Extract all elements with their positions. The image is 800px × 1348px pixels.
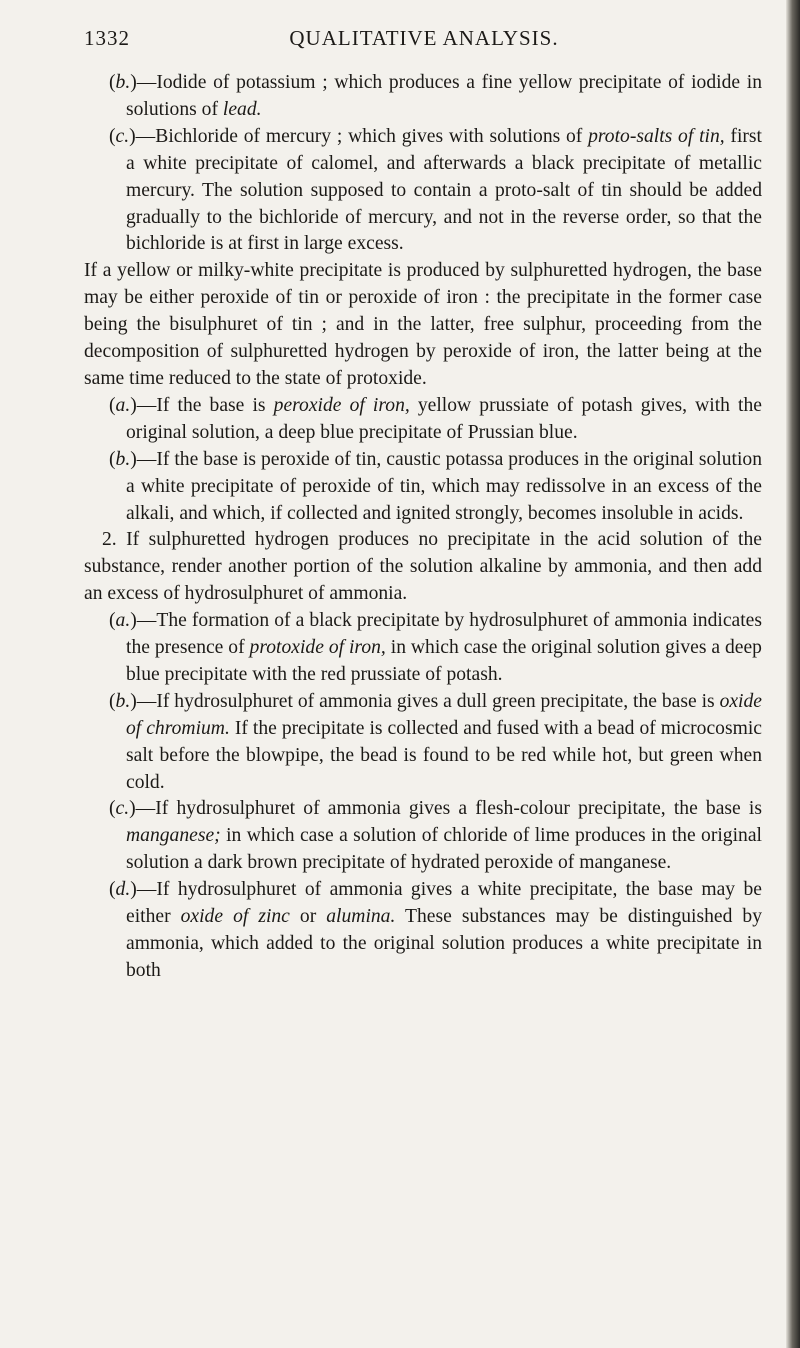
- page-number: 1332: [84, 26, 130, 50]
- italic-text: manganese;: [126, 825, 221, 847]
- page-edge: [786, 0, 800, 1348]
- italic-text: peroxide of iron,: [273, 394, 410, 416]
- italic-text: c.: [115, 125, 130, 147]
- italic-text: protoxide of iron,: [249, 637, 386, 659]
- italic-text: oxide of chromium.: [126, 690, 762, 739]
- text-run: )—Iodide of potassium ; which produces a fine yellow precipitate of iodide in solutions of: [126, 72, 762, 120]
- paragraph-peroxide-iron: [84, 393, 762, 447]
- italic-text: proto-salts of tin,: [588, 125, 725, 147]
- text-run: If a yellow or milky-white precipitate is produced by sulphuretted hydrogen, the base may be either peroxide of tin or peroxide of iron : the precipitate in the former case being the bisulphuret of tin ; and in the latter, free sulphur, proceeding from the decomposition of sulphuretted hydrogen by peroxide of iron, the latter being at the same time reduced to the state of protoxide.: [84, 260, 762, 389]
- running-head: QUALITATIVE ANALYSIS.: [289, 26, 559, 50]
- text-run: or: [289, 906, 327, 928]
- italic-text: alumina.: [326, 906, 396, 928]
- text-run: in which case a solution of chloride of lime produces in the original solution a dark brown precipitate of hydrated peroxide of manganese.: [126, 825, 762, 874]
- page-header: [84, 26, 764, 60]
- paragraph-manganese: [84, 796, 762, 877]
- text-run: (: [109, 610, 116, 632]
- text-run: )—If the base is: [130, 394, 274, 416]
- text-run: yellow prussiate of potash gives, with the original solution, a deep blue precipitate of Prussian blue.: [126, 394, 762, 443]
- paragraph-bichloride-mercury: [84, 124, 762, 259]
- text-run: (: [109, 798, 116, 820]
- paragraph-no-precipitate: [84, 527, 762, 608]
- text-run: )—If the base is peroxide of tin, caustic potassa produces in the original solution a white precipitate of peroxide of tin, which may redissolve in an excess of the alkali, and which, if collected and ignited strongly, becomes insoluble in acids.: [126, 448, 762, 524]
- text-run: These substances may be distinguished by ammonia, which added to the original solution produces a white precipitate in both: [126, 906, 763, 981]
- italic-text: b.: [115, 448, 131, 470]
- paragraph-protoxide-iron: [84, 608, 762, 689]
- text-run: (: [109, 394, 116, 416]
- text-run: in which case the original solution gives a deep blue precipitate with the red prussiate of potash.: [126, 637, 762, 685]
- paragraph-zinc-alumina: [84, 877, 762, 985]
- text-run: (: [109, 690, 116, 712]
- paragraph-yellow-precipitate: [84, 258, 762, 393]
- italic-text: lead.: [222, 98, 262, 120]
- text-run: first a white precipitate of calomel, and afterwards a black precipitate of metallic mercury. The solution supposed to contain a proto-salt of tin should be added gradually to the bichloride of mercury, and not in the reverse order, so that the bichloride is at first in large excess.: [126, 125, 762, 255]
- italic-text: b.: [115, 72, 131, 93]
- italic-text: oxide of zinc: [180, 906, 290, 928]
- text-run: (: [109, 448, 116, 470]
- text-run: (: [109, 72, 116, 93]
- italic-text: b.: [115, 690, 131, 712]
- paragraph-peroxide-tin: [84, 447, 762, 528]
- italic-text: a.: [115, 394, 131, 416]
- italic-text: c.: [115, 798, 130, 820]
- body-text: [84, 70, 762, 985]
- text-run: If the precipitate is collected and fused with a bead of microcosmic salt before the blowpipe, the bead is found to be red while hot, but green when cold.: [126, 717, 762, 793]
- text-run: )—Bichloride of mercury ; which gives with solutions of: [129, 125, 589, 147]
- text-run: (: [109, 879, 116, 901]
- italic-text: d.: [115, 879, 131, 901]
- italic-text: a.: [115, 610, 131, 632]
- paragraph-iodide-potassium: [84, 70, 762, 124]
- paragraph-oxide-chromium: [84, 689, 762, 797]
- text-run: (: [109, 125, 116, 147]
- text-run: )—If hydrosulphuret of ammonia gives a flesh-colour precipitate, the base is: [129, 798, 762, 820]
- text-run: )—If hydrosulphuret of ammonia gives a dull green precipitate, the base is: [130, 690, 720, 712]
- text-run: 2. If sulphuretted hydrogen produces no precipitate in the acid solution of the substance, render another portion of the solution alkaline by ammonia, and then add an excess of hydrosulphuret of ammonia.: [84, 529, 762, 605]
- text-run: )—The formation of a black precipitate by hydrosulphuret of ammonia indicates the presence of: [126, 610, 762, 659]
- text-run: )—If hydrosulphuret of ammonia gives a white precipitate, the base may be either: [126, 879, 762, 928]
